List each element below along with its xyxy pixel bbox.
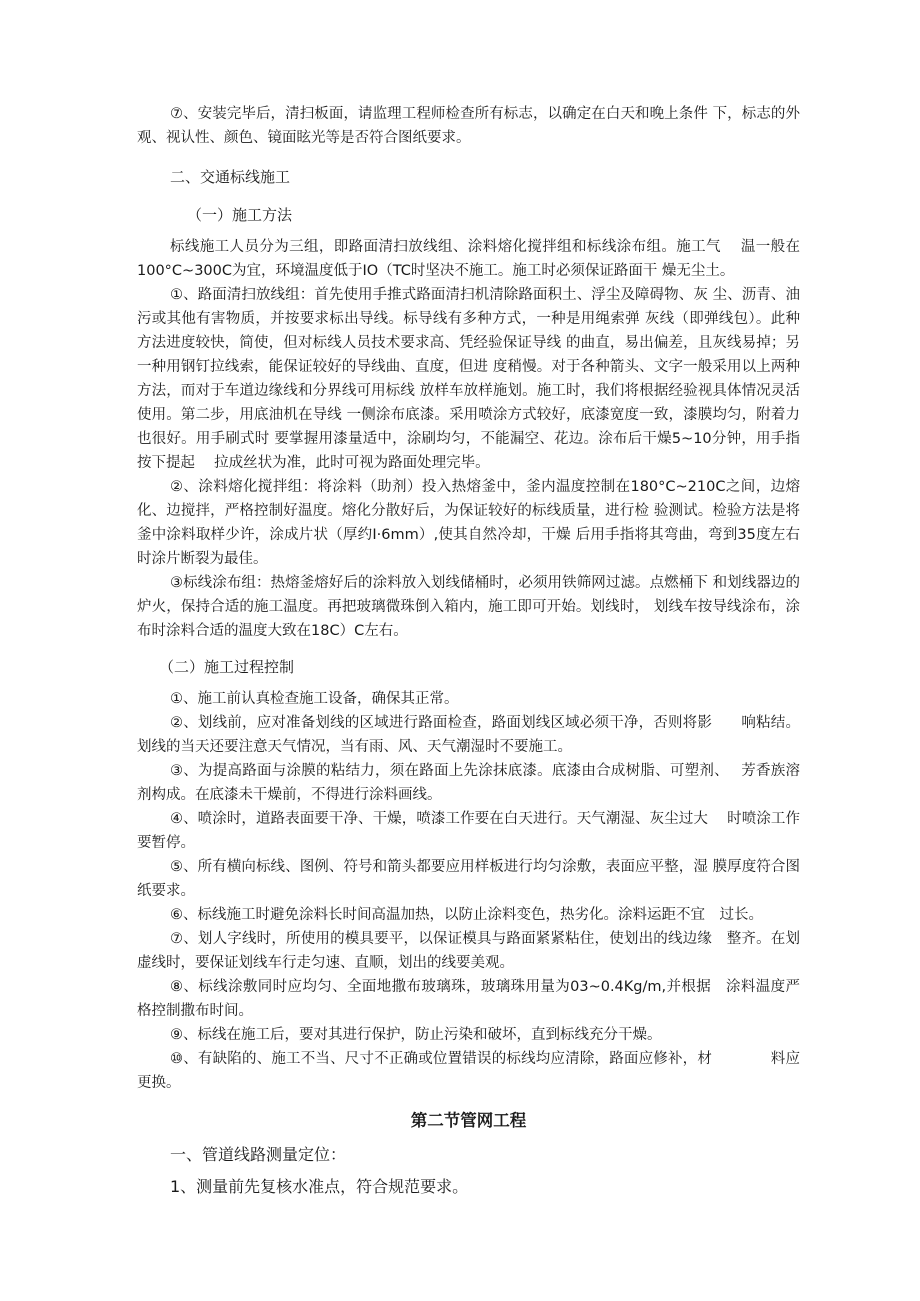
- list-item: ⑧、标线涂敷同时应均匀、全面地撒布玻璃珠，玻璃珠用量为03~0.4Kg/m,并根据 涂料温度严格控制撒布时间。: [137, 979, 800, 1019]
- list-item: ⑥、标线施工时避免涂料长时间高温加热，以防止涂料变色，热劣化。涂料运距不宜 过长。: [170, 907, 763, 923]
- paragraph-melting-group: ②、涂料熔化搅拌组：将涂料（助剂）投入热熔釜中，釜内温度控制在180°C~210C之间，边熔化、边搅拌，严格控制好温度。熔化分散好后，为保证较好的标线质量，进行检 验测试。检验方法是将釜中涂料取样少许，涂成片状（厚约I·6mm）,使其自然冷却，干燥 后用手指将其弯曲，弯到35度左右时涂片断裂为最佳。: [137, 479, 800, 567]
- list-item: ③、为提高路面与涂膜的粘结力，须在路面上先涂抹底漆。底漆由合成树脂、可塑剂、 芳香族溶剂构成。在底漆未干燥前，不得进行涂料画线。: [137, 763, 800, 803]
- paragraph-coating-group: ③标线涂布组：热熔釜熔好后的涂料放入划线储桶时，必须用铁筛网过滤。点燃桶下 和划线器边的炉火，保持合适的施工温度。再把玻璃微珠倒入箱内，施工即可开始。划线时， 划线车按导线涂布，涂布时涂料合适的温度大致在18C）C左右。: [137, 575, 800, 639]
- list-item: ②、划线前，应对准备划线的区域进行路面检查，路面划线区域必须干净，否则将影 响粘结。划线的当天还要注意天气情况，当有雨、风、天气潮湿时不要施工。: [137, 715, 800, 755]
- paragraph-cleaning-group: ①、路面清扫放线组：首先使用手推式路面清扫机清除路面积土、浮尘及障碍物、灰 尘、沥青、油污或其他有害物质，并按要求标出导线。标导线有多种方式，一种是用绳索弹 灰线（即弹线包）。此种方法进度较快，简使，但对标线人员技术要求高、凭经验保证导线 的曲直，易出偏差，且灰线易掉；另一种用钢钉拉线索，能保证较好的导线曲、直度，但进 度稍慢。对于各种箭头、文字一般采用以上两种方法，而对于车道边缘线和分界线可用标线 放样车放样施划。施工时，我们将根据经验视具体情况灵活使用。第二步，用底油机在导线 一侧涂布底漆。采用喷涂方式较好，底漆宽度一致，漆膜均匀，附着力也很好。用手刷式时 要掌握用漆量适中，涂刷均匀，不能漏空、花边。涂布后干燥5~10分钟，用手指按下提起 拉成丝状为准，此时可视为路面处理完毕。: [137, 287, 800, 471]
- list-item: ④、喷涂时，道路表面要干净、干燥，喷漆工作要在白天进行。天气潮湿、灰尘过大 时喷涂工作要暂停。: [137, 811, 800, 851]
- control-list: [137, 687, 800, 1095]
- list-item: ⑩、有缺陷的、施工不当、尺寸不正确或位置错误的标线均应清除，路面应修补，材 料应更换。: [137, 1051, 800, 1091]
- document-page: [137, 102, 800, 1199]
- paragraph-sign-inspection: ⑦、安装完毕后，清扫板面，请监理工程师检查所有标志，以确定在白天和晚上条件 下，标志的外观、视认性、颜色、镜面眩光等是否符合图纸要求。: [137, 106, 800, 146]
- list-item: ⑦、划人字线时，所使用的模具要平，以保证模具与路面紧紧粘住，使划出的线边缘 整齐。在划虚线时，要保证划线车行走匀速、直顺，划出的线要美观。: [137, 931, 800, 971]
- paragraph-intro: 标线施工人员分为三组，即路面清扫放线组、涂料熔化搅拌组和标线涂布组。施工气 温一般在100°C~300C为宜，环境温度低于IO（TC时坚决不施工。施工时必须保证路面干 燥无尘土。: [137, 239, 800, 279]
- heading-marking-construction: 二、交通标线施工: [170, 168, 291, 186]
- subheading-construction-method: （一）施工方法: [187, 206, 293, 224]
- list-item: ⑨、标线在施工后，要对其进行保护，防止污染和破坏，直到标线充分干燥。: [170, 1027, 662, 1043]
- section-title: 第二节管网工程: [410, 1111, 527, 1130]
- paragraph-pipe-item-1: 1、测量前先复核水准点，符合规范要求。: [170, 1177, 469, 1196]
- list-item: ①、施工前认真检查施工设备，确保其正常。: [170, 691, 459, 707]
- list-item: ⑤、所有横向标线、图例、符号和箭头都要应用样板进行均匀涂敷，表面应平整，湿 膜厚度符合图纸要求。: [137, 859, 800, 899]
- subheading-process-control: （二）施工过程控制: [159, 658, 295, 676]
- heading-pipe-survey: 一、管道线路测量定位：: [170, 1145, 347, 1164]
